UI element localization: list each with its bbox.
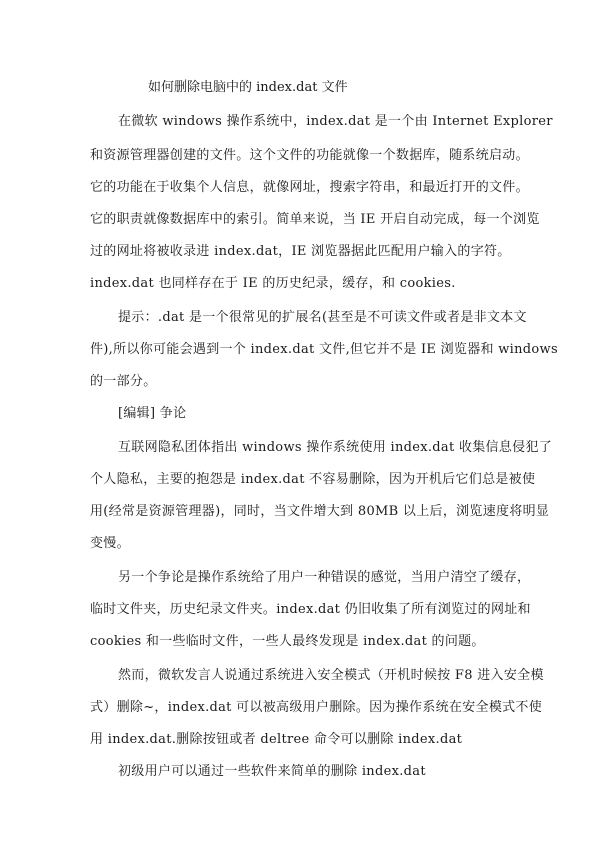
paragraph-line: 件),所以你可能会遇到一个 index.dat 文件,但它并不是 IE 浏览器和 windows: [90, 342, 558, 357]
section-heading: [编辑] 争论: [118, 406, 187, 421]
paragraph-line: 过的网址将被收录进 index.dat，IE 浏览器据此匹配用户输入的字符。: [90, 244, 511, 259]
paragraph-line: 的一部分。: [90, 374, 157, 389]
paragraph-line: 另一个争论是操作系统给了用户一种错误的感觉，当用户清空了缓存，: [118, 570, 531, 585]
paragraph-line: 它的职责就像数据库中的索引。简单来说，当 IE 开启自动完成，每一个浏览: [90, 212, 540, 227]
paragraph-line: 和资源管理器创建的文件。这个文件的功能就像一个数据库，随系统启动。: [90, 148, 529, 163]
paragraph-line: 互联网隐私团体指出 windows 操作系统使用 index.dat 收集信息侵犯了: [118, 440, 553, 455]
paragraph-line: index.dat 也同样存在于 IE 的历史纪录，缓存，和 cookies.: [90, 276, 456, 291]
paragraph-line: 用(经常是资源管理器)，同时，当文件增大到 80MB 以上后，浏览速度将明显: [90, 504, 550, 519]
paragraph-line: 用 index.dat.删除按钮或者 deltree 命令可以删除 index.dat: [90, 732, 463, 747]
paragraph-line: 在微软 windows 操作系统中，index.dat 是一个由 Internet Explorer: [118, 114, 553, 129]
paragraph-line: 然而，微软发言人说通过系统进入安全模式（开机时候按 F8 进入安全模: [118, 668, 544, 683]
paragraph-line: 提示：.dat 是一个很常见的扩展名(甚至是不可读文件或者是非文本文: [118, 310, 527, 325]
paragraph-line: 初级用户可以通过一些软件来简单的删除 index.dat: [118, 764, 426, 779]
paragraph-line: 它的功能在于收集个人信息，就像网址，搜索字符串，和最近打开的文件。: [90, 180, 529, 195]
paragraph-line: cookies 和一些临时文件，一些人最终发现是 index.dat 的问题。: [90, 634, 485, 649]
paragraph-line: 式）删除~，index.dat 可以被高级用户删除。因为操作系统在安全模式不使: [90, 700, 543, 715]
paragraph-line: 个人隐私，主要的抱怨是 index.dat 不容易删除，因为开机后它们总是被使: [90, 472, 536, 487]
paragraph-line: 临时文件夹，历史纪录文件夹。index.dat 仍旧收集了所有浏览过的网址和: [90, 602, 531, 617]
document-title: 如何删除电脑中的 index.dat 文件: [148, 80, 348, 95]
paragraph-line: 变慢。: [90, 536, 130, 551]
